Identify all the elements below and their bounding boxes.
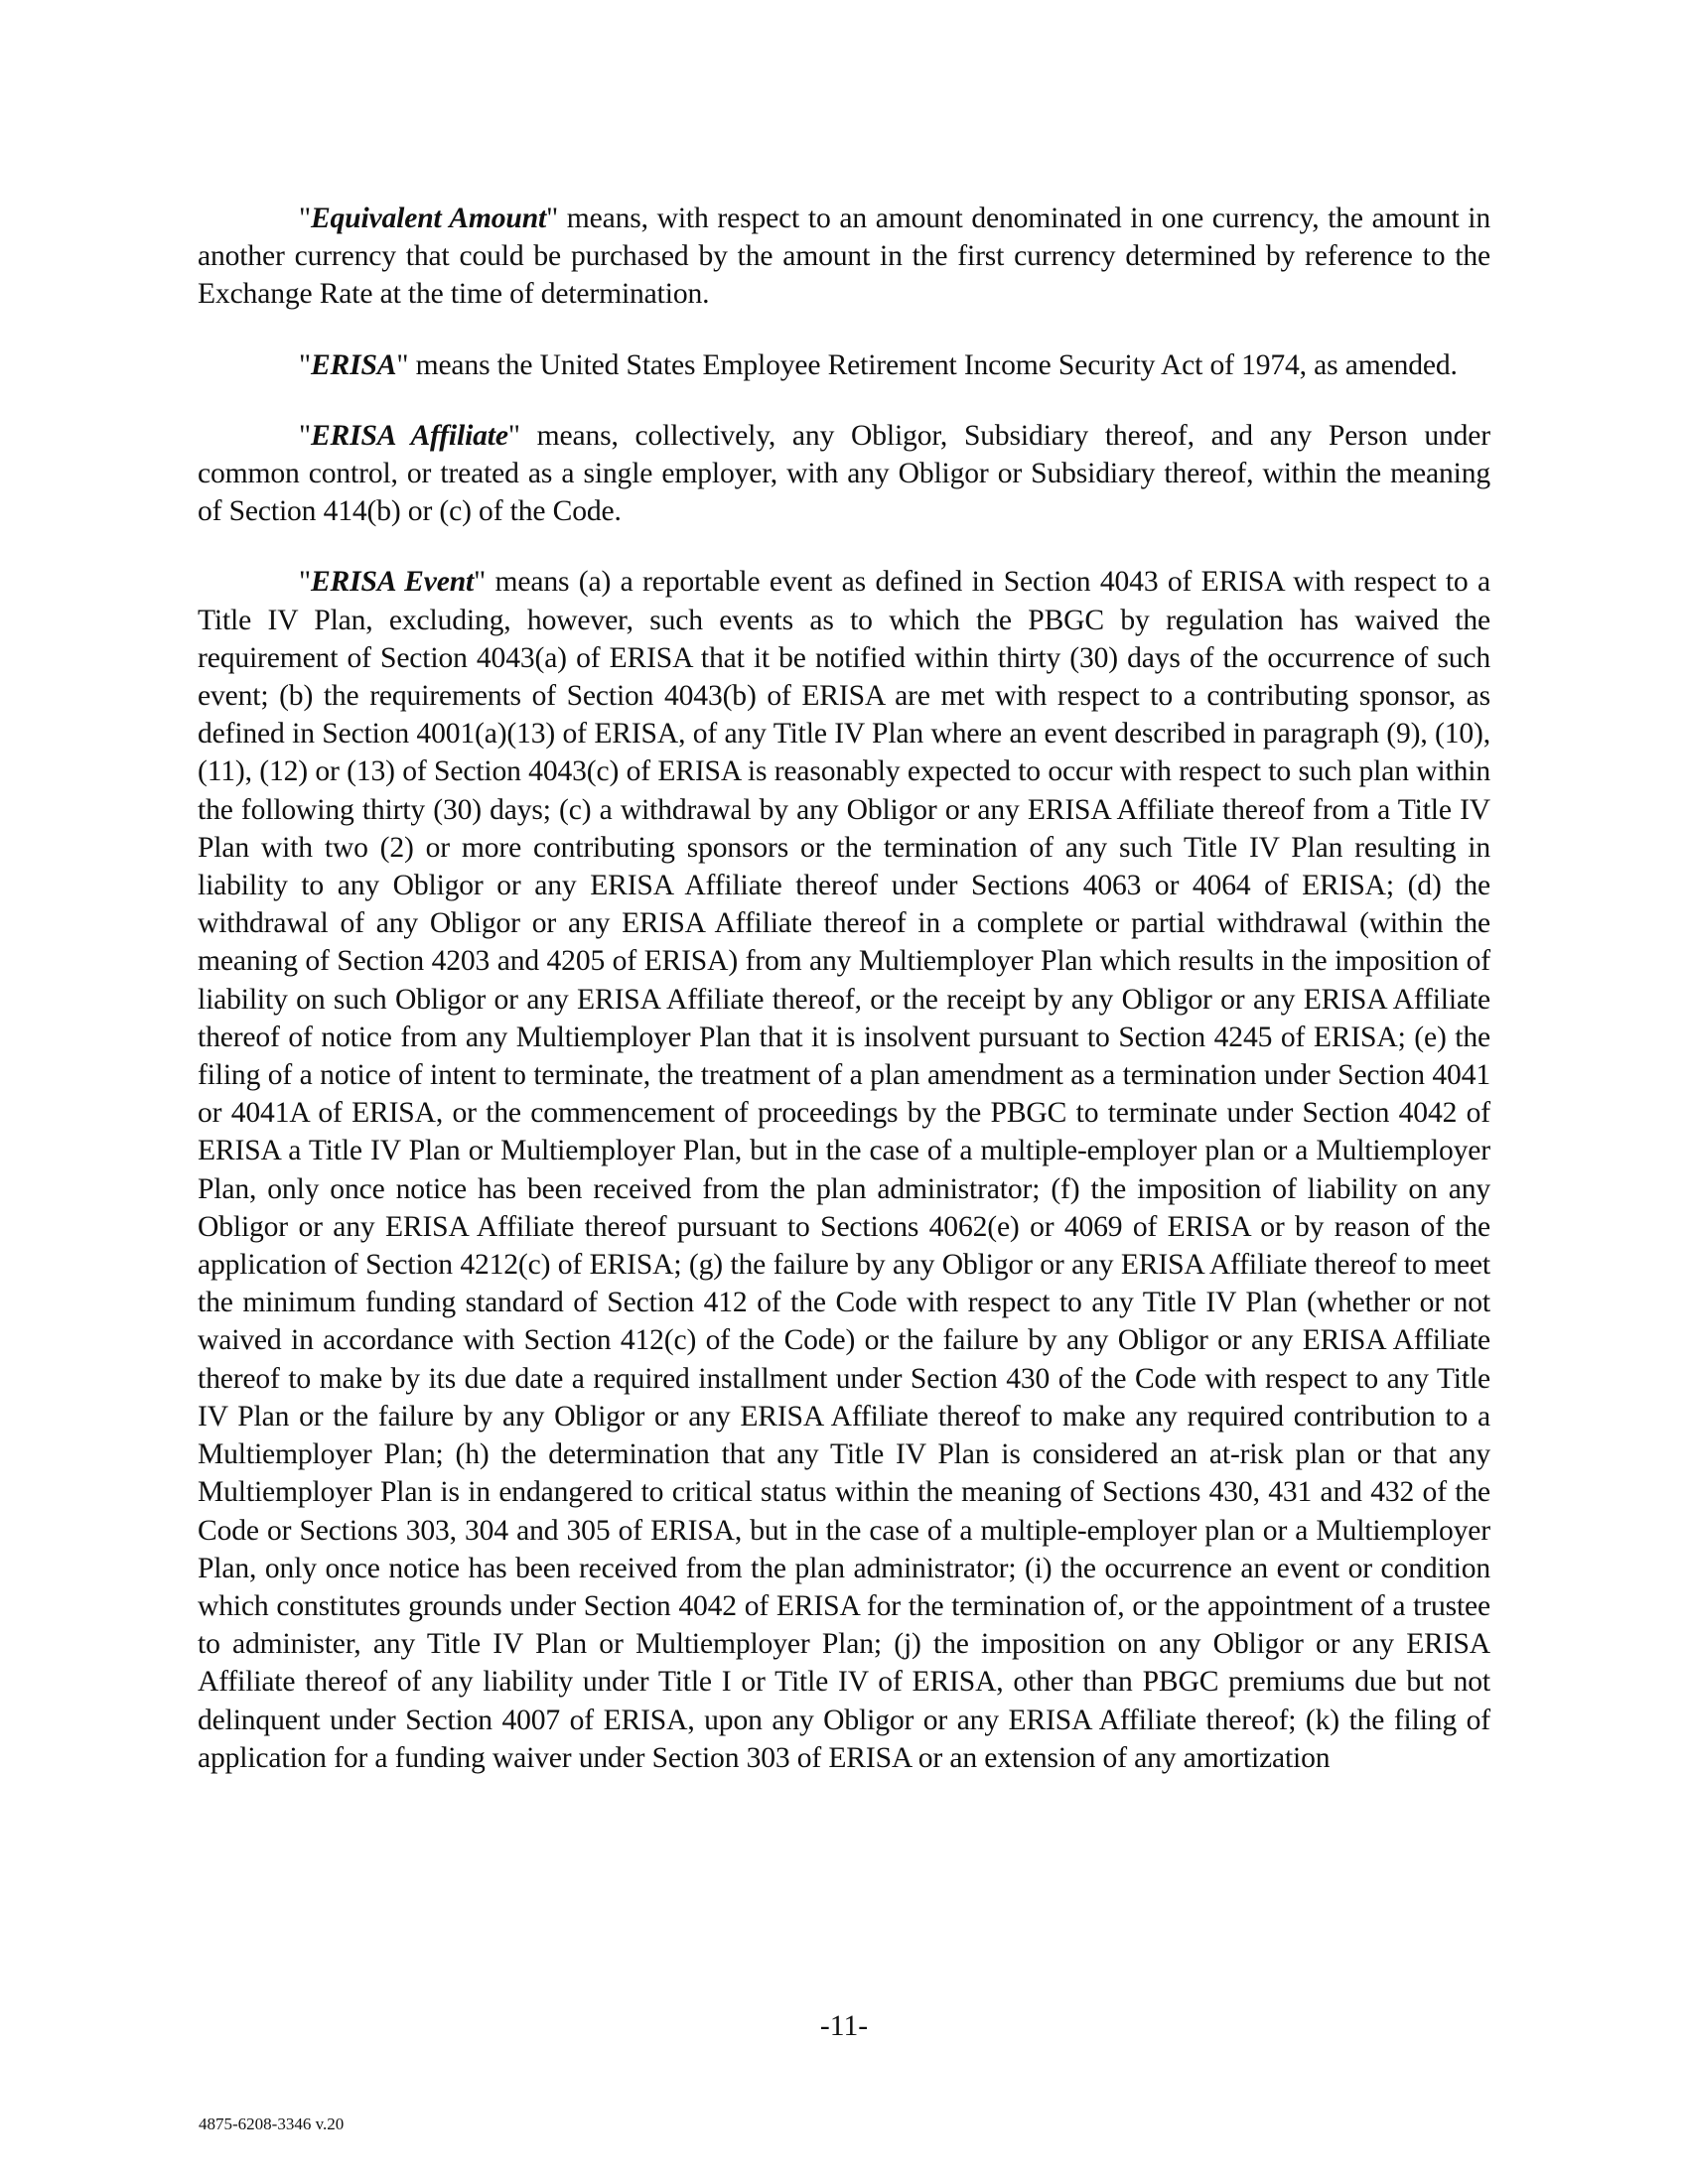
open-quote: " bbox=[299, 203, 311, 234]
defined-term: ERISA Event bbox=[310, 566, 475, 599]
definition-erisa-event bbox=[198, 563, 1490, 1777]
definition-text: means (a) a reportable event as defined in Section 4043 of ERISA with respect to a Title IV Plan, excluding, however, such events as to which the PBGC by regulation has waived the requirement of Section 4043(a) of ERISA that it be notified within thirty (30) days of the occurrence of such event; (b) the requirements of Section 4043(b) of ERISA are met with respect to a contributing sponsor, as defined in Section 4001(a)(13) of ERISA, of any Title IV Plan where an event described in paragraph (9), (10), (11), (12) or (13) of Section 4043(c) of ERISA is reasonably expected to occur with respect to such plan within the following thirty (30) days; (c) a withdrawal by any Obligor or any ERISA Affiliate thereof from a Title IV Plan with two (2) or more contributing sponsors or the termination of any such Title IV Plan resulting in liability to any Obligor or any ERISA Affiliate thereof under Sections 4063 or 4064 of ERISA; (d) the withdrawal of any Obligor or any ERISA Affiliate thereof in a complete or partial withdrawal (within the meaning of Section 4203 and 4205 of ERISA) from any Multiemployer Plan which results in the imposition of liability on such Obligor or any ERISA Affiliate thereof, or the receipt by any Obligor or any ERISA Affiliate thereof of notice from any Multiemployer Plan that it is insolvent pursuant to Section 4245 of ERISA; (e) the filing of a notice of intent to terminate, the treatment of a plan amendment as a termination under Section 4041 or 4041A of ERISA, or the commencement of proceedings by the PBGC to terminate under Section 4042 of ERISA a Title IV Plan or Multiemployer Plan, but in the case of a multiple-employer plan or a Multiemployer Plan, only once notice has been received from the plan administrator; (f) the imposition of liability on any Obligor or any ERISA Affiliate thereof pursuant to Sections 4062(e) or 4069 of ERISA or by reason of the application of Section 4212(c) of ERISA; (g) the failure by any Obligor or any ERISA Affiliate thereof to meet the minimum funding standard of Section 412 of the Code with respect to any Title IV Plan (whether or not waived in accordance with Section 412(c) of the Code) or the failure by any Obligor or any ERISA Affiliate thereof to make by its due date a required installment under Section 430 of the Code with respect to any Title IV Plan or the failure by any Obligor or any ERISA Affiliate thereof to make any required contribution to a Multiemployer Plan; (h) the determination that any Title IV Plan is considered an at-risk plan or that any Multiemployer Plan is in endangered to critical status within the meaning of Sections 430, 431 and 432 of the Code or Sections 303, 304 and 305 of ERISA, but in the case of a multiple-employer plan or a Multiemployer Plan, only once notice has been received from the plan administrator; (i) the occurrence an event or condition which constitutes grounds under Section 4042 of ERISA for the termination of, or the appointment of a trustee to administer, any Title IV Plan or Multiemployer Plan; (j) the imposition on any Obligor or any ERISA Affiliate thereof of any liability under Title I or Title IV of ERISA, other than PBGC premiums due but not delinquent under Section 4007 of ERISA, upon any Obligor or any ERISA Affiliate thereof; (k) the filing of application for a funding waiver under Section 303 of ERISA or an extension of any amortization bbox=[198, 566, 1490, 1774]
document-body bbox=[198, 200, 1490, 1810]
defined-term: Equivalent Amount bbox=[310, 203, 547, 234]
page-number: -11- bbox=[819, 2010, 869, 2042]
close-quote: " bbox=[396, 348, 409, 381]
definition-equivalent-amount bbox=[198, 200, 1490, 314]
definition-erisa bbox=[198, 346, 1490, 384]
definition-text: means the United States Employee Retirement Income Security Act of 1974, as amended. bbox=[408, 348, 1458, 381]
defined-term: ERISA bbox=[310, 348, 397, 381]
definition-text: means, with respect to an amount denominated in one currency, the amount in another currency that could be purchased by the amount in the first currency determined by reference to the Exchange Rate at the time of determination. bbox=[198, 203, 1490, 311]
open-quote: " bbox=[299, 348, 311, 381]
defined-term: ERISA Affiliate bbox=[310, 419, 508, 452]
definition-erisa-affiliate bbox=[198, 417, 1490, 531]
open-quote: " bbox=[299, 419, 311, 452]
document-id: 4875-6208-3346 v.20 bbox=[199, 2115, 345, 2133]
close-quote: " bbox=[507, 419, 520, 452]
open-quote: " bbox=[299, 566, 311, 599]
close-quote: " bbox=[474, 566, 487, 599]
definition-text: means, collectively, any Obligor, Subsidiary thereof, and any Person under common control, or treated as a single employer, with any Obligor or Subsidiary thereof, within the meaning of Section 414(b) or (c) of the Code. bbox=[198, 419, 1490, 528]
close-quote: " bbox=[546, 203, 559, 234]
